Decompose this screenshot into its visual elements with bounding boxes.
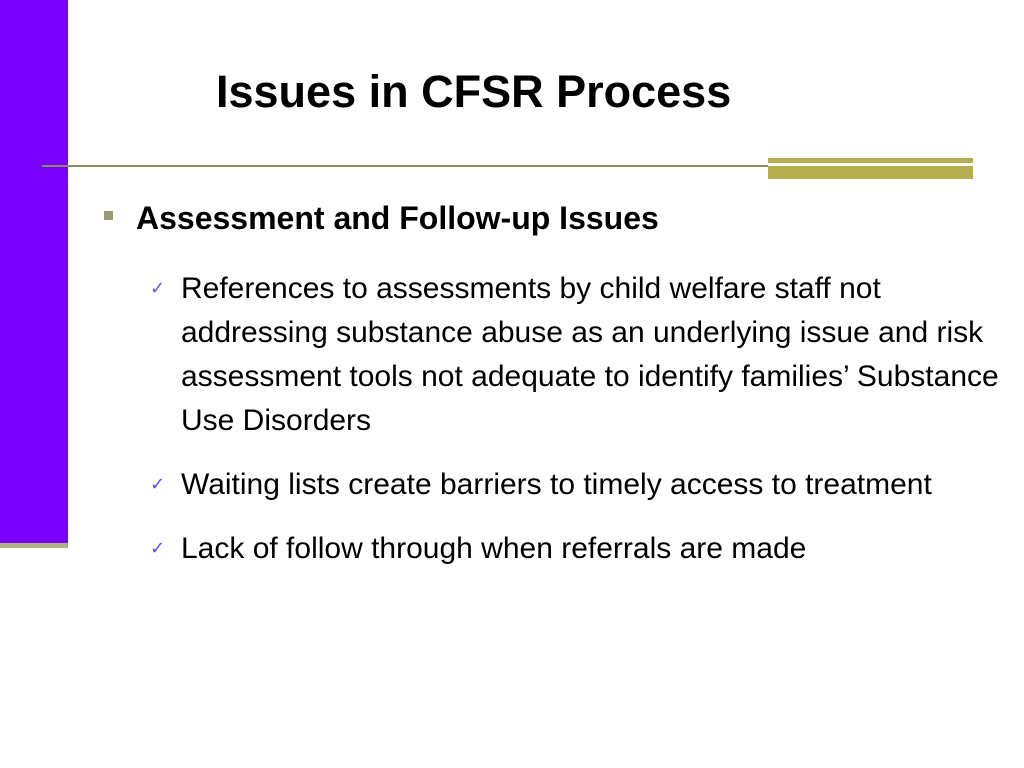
sub-bullet-text: Lack of follow through when referrals are made [181,532,807,565]
title-divider-accent [768,158,973,179]
sub-bullet-item [150,267,1000,443]
sub-bullet-item [150,463,1000,507]
checkmark-icon: ✓ [150,474,166,495]
left-accent-bar [0,0,68,543]
bullet-heading: Assessment and Follow-up Issues [136,200,659,236]
sub-bullet-text: References to assessments by child welfare staff not addressing substance abuse as an underlying issue and risk assessment tools not adequate to identify families’ Substance Use Disorders [181,272,999,437]
checkmark-icon: ✓ [150,278,166,299]
checkmark-icon: ✓ [150,538,166,559]
slide-title: Issues in CFSR Process [216,66,732,117]
sub-bullet-list [150,267,1000,591]
left-accent-bar-base [0,543,68,548]
square-bullet-icon [104,211,113,220]
sub-bullet-text: Waiting lists create barriers to timely access to treatment [181,468,932,501]
sub-bullet-item [150,527,1000,571]
